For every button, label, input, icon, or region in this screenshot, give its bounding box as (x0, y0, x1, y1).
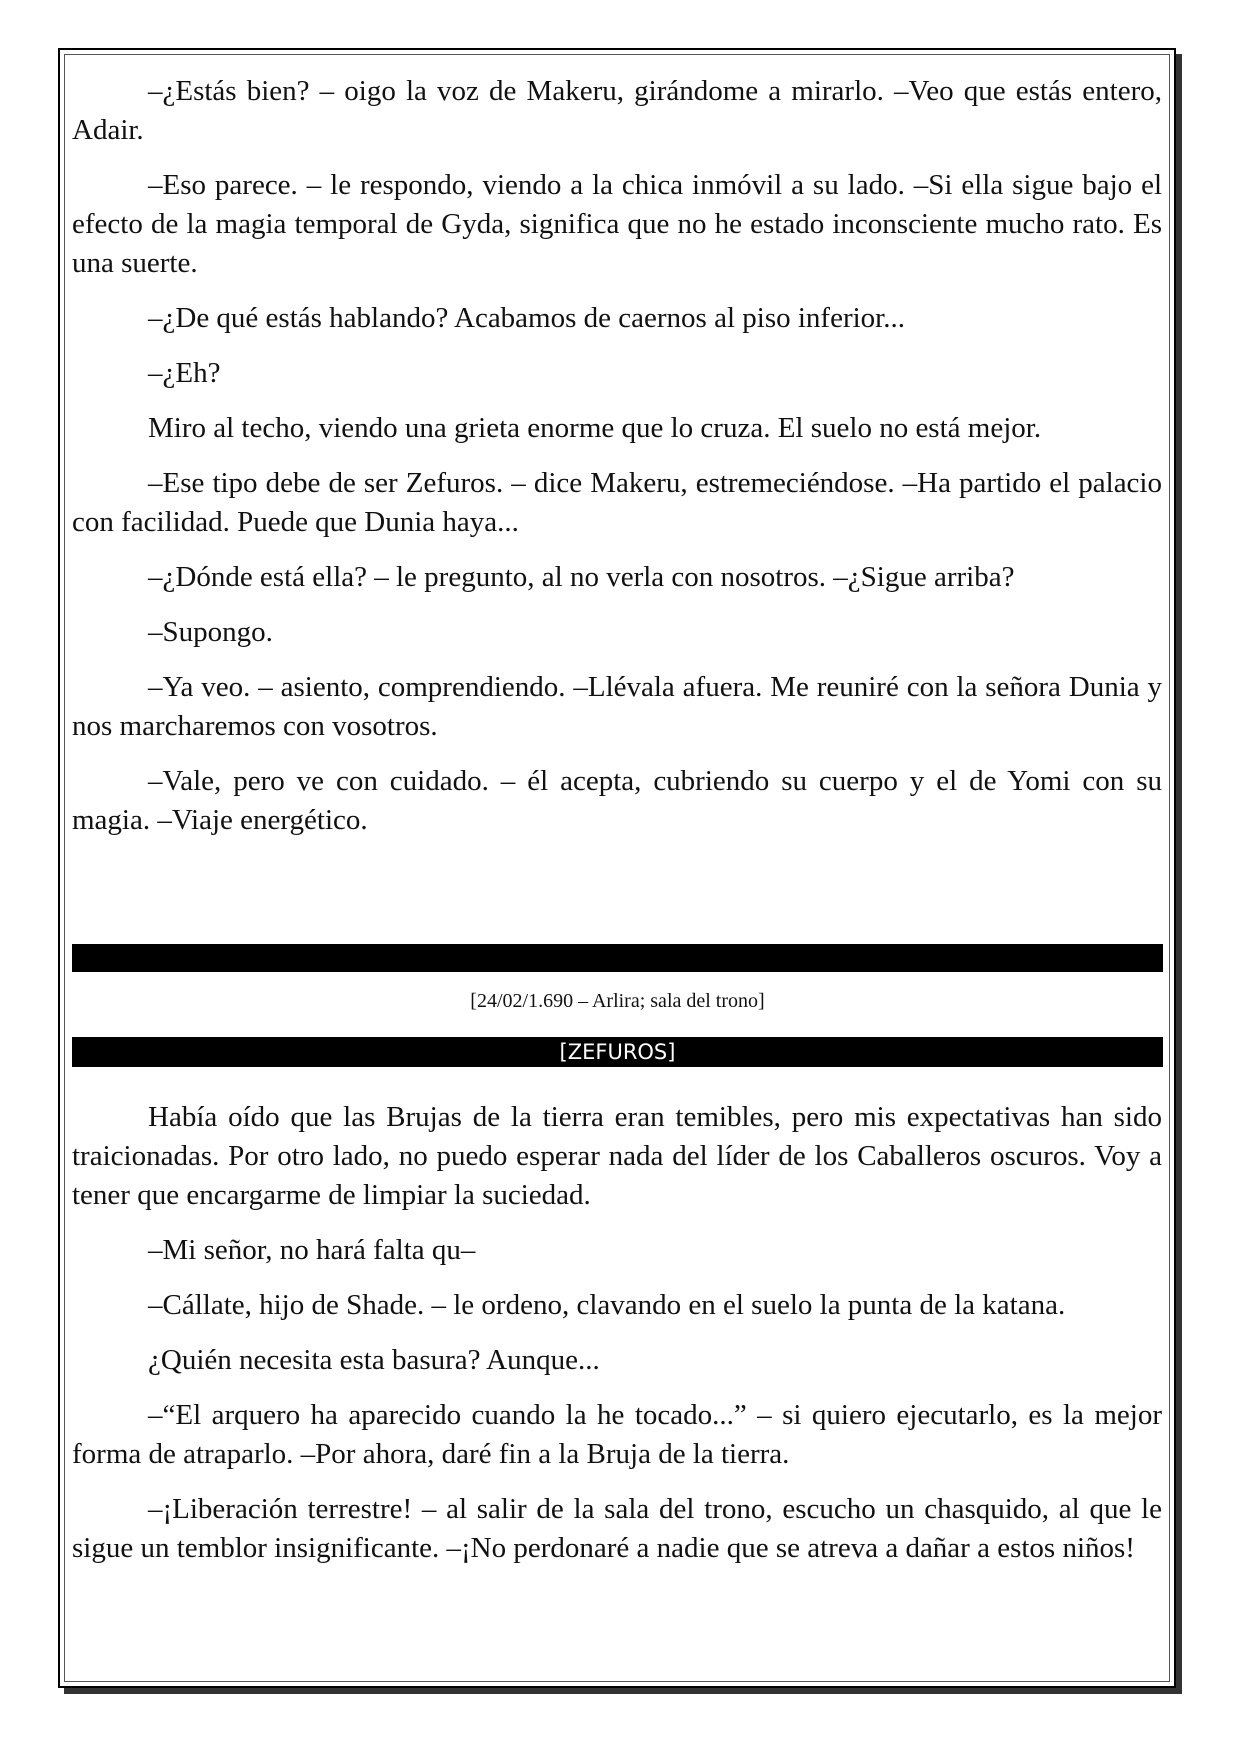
paragraph: –¿Dónde está ella? – le pregunto, al no verla con nosotros. –¿Sigue arriba? (148, 561, 1015, 593)
paragraph: –Ya veo. – asiento, comprendiendo. –Llévala afuera. Me reuniré con la señora Dunia y nos marcharemos con vosotros. (72, 671, 1162, 742)
text-block-bottom (72, 1098, 1162, 1584)
section-divider-bar (72, 944, 1163, 972)
scene-header: [24/02/1.690 – Arlira; sala del trono] (470, 990, 765, 1012)
paragraph: –¿Eh? (148, 357, 221, 389)
pov-label-bar: [ZEFUROS] (72, 1037, 1163, 1067)
paragraph: –Mi señor, no hará falta qu– (148, 1234, 476, 1266)
paragraph: –¡Liberación terrestre! – al salir de la sala del trono, escucho un chasquido, al que le sigue un temblor insignificante. –¡No perdonaré a nadie que se atreva a dañar a estos niños! (72, 1493, 1162, 1564)
paragraph: –¿Estás bien? – oigo la voz de Makeru, girándome a mirarlo. –Veo que estás entero, Adair. (72, 75, 1162, 146)
paragraph: –Ese tipo debe de ser Zefuros. – dice Makeru, estremeciéndose. –Ha partido el palacio con facilidad. Puede que Dunia haya... (72, 467, 1162, 538)
paragraph: ¿Quién necesita esta basura? Aunque... (148, 1344, 600, 1376)
paragraph: –¿De qué estás hablando? Acabamos de caernos al piso inferior... (148, 302, 905, 334)
paragraph: –Supongo. (148, 616, 273, 648)
paragraph: –“El arquero ha aparecido cuando la he tocado...” – si quiero ejecutarlo, es la mejor forma de atraparlo. –Por ahora, daré fin a la Bruja de la tierra. (72, 1399, 1162, 1470)
paragraph: –Vale, pero ve con cuidado. – él acepta, cubriendo su cuerpo y el de Yomi con su magia. –Viaje energético. (72, 765, 1162, 836)
paragraph: Miro al techo, viendo una grieta enorme que lo cruza. El suelo no está mejor. (148, 412, 1042, 444)
paragraph: –Eso parece. – le respondo, viendo a la chica inmóvil a su lado. –Si ella sigue bajo el efecto de la magia temporal de Gyda, significa que no he estado inconsciente mucho rato. Es una suerte. (72, 169, 1162, 279)
paragraph: Había oído que las Brujas de la tierra eran temibles, pero mis expectativas han sido traicionadas. Por otro lado, no puedo esperar nada del líder de los Caballeros oscuros. Voy a tener que encargarme de limpiar la suciedad. (72, 1101, 1162, 1211)
text-block-top (72, 72, 1162, 856)
paragraph: –Cállate, hijo de Shade. – le ordeno, clavando en el suelo la punta de la katana. (148, 1289, 1066, 1321)
